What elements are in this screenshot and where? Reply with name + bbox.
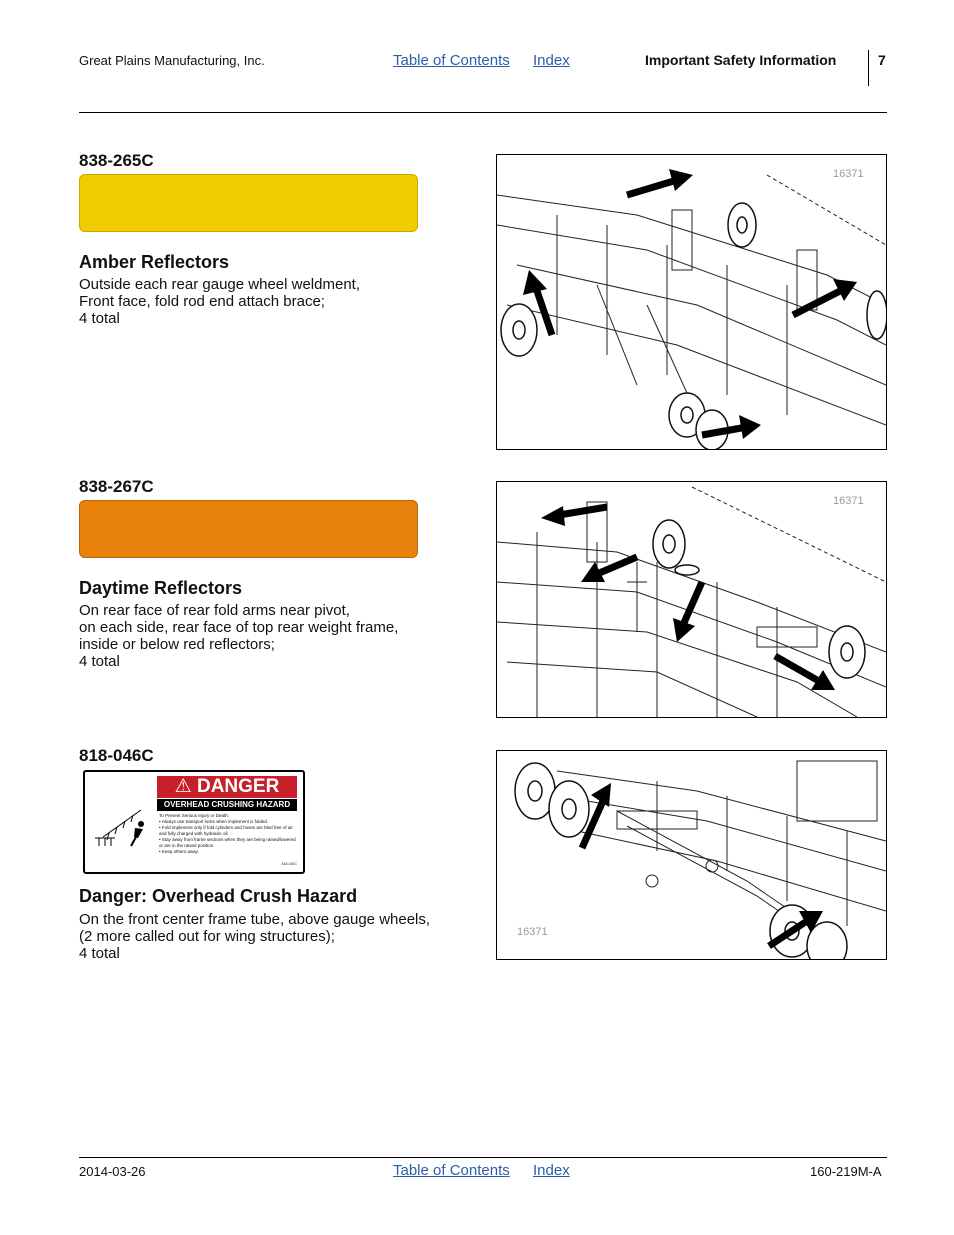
decal-bullet: Stay away from frame sections when they are being raised/lowered or are in the raised position. [159,837,296,848]
machine-illustration [497,155,886,449]
amber-reflector-swatch [79,174,418,232]
description-line: 4 total [79,945,120,962]
description-line: (2 more called out for wing structures); [79,928,335,945]
decal-bullet: Always use transport locks when implement is folded. [161,819,269,824]
description-line: 4 total [79,653,120,670]
description-line: on each side, rear face of top rear weight frame, [79,619,399,636]
hazard-title: OVERHEAD CRUSHING HAZARD [157,799,297,811]
daytime-reflector-swatch [79,500,418,558]
document-number: 160-219M-A [810,1164,882,1179]
item-description-1 [79,276,459,327]
footer-rule [79,1157,887,1158]
figure-number: 16371 [833,168,864,180]
header-toc-link[interactable]: Table of Contents [393,52,510,69]
description-line: On rear face of rear fold arms near pivot, [79,602,350,619]
item-title-1: Amber Reflectors [79,252,230,272]
danger-decal [83,770,305,874]
crushing-hazard-pictogram [91,802,151,862]
page-number: 7 [878,52,886,68]
figure-daytime-reflectors [496,481,887,718]
decal-bullet: Fold implement only if fold cylinders and hoses are bled free of air and fully charged with hydraulic oil. [159,825,293,836]
publication-date: 2014-03-26 [79,1164,146,1179]
machine-illustration [497,482,886,717]
part-number-3: 818-046C [79,746,154,765]
item-description-2 [79,602,459,670]
part-number-1: 838-265C [79,151,154,170]
section-title: Important Safety Information [645,52,837,68]
description-line: 4 total [79,310,120,327]
decal-intro: To Prevent Serious Injury or Death: [159,813,230,818]
header-index-link[interactable]: Index [533,52,570,69]
description-line: Front face, fold rod end attach brace; [79,293,325,310]
part-number-2: 838-267C [79,477,154,496]
decal-bullet: Keep others away. [161,849,199,854]
decal-code: 818-046C [281,862,297,866]
figure-number: 16371 [517,926,548,938]
description-line: inside or below red reflectors; [79,636,275,653]
item-description-3 [79,911,479,962]
item-title-3: Danger: Overhead Crush Hazard [79,886,358,906]
signal-word: DANGER [196,776,280,797]
header-divider [868,50,869,86]
company-name: Great Plains Manufacturing, Inc. [79,53,265,68]
header-rule [79,112,887,113]
item-title-2: Daytime Reflectors [79,578,243,598]
warning-triangle-icon: ⚠ [174,776,192,797]
figure-danger-decal-location [496,750,887,960]
footer-toc-link[interactable]: Table of Contents [393,1162,510,1179]
danger-header [157,776,297,798]
figure-amber-reflectors [496,154,887,450]
footer-index-link[interactable]: Index [533,1162,570,1179]
decal-instructions: To Prevent Serious Injury or Death: • Always use transport locks when implement is folded. • Fold implement only if fold cylinders and hoses are bled free of air and fully charged with hydraulic oil. • Stay away from frame sections when they are being raised/lowered or are in the raised position. • Keep others away. [159,813,299,855]
machine-illustration [497,751,886,959]
description-line: Outside each rear gauge wheel weldment, [79,276,361,293]
description-line: On the front center frame tube, above gauge wheels, [79,911,431,928]
figure-number: 16371 [833,495,864,507]
